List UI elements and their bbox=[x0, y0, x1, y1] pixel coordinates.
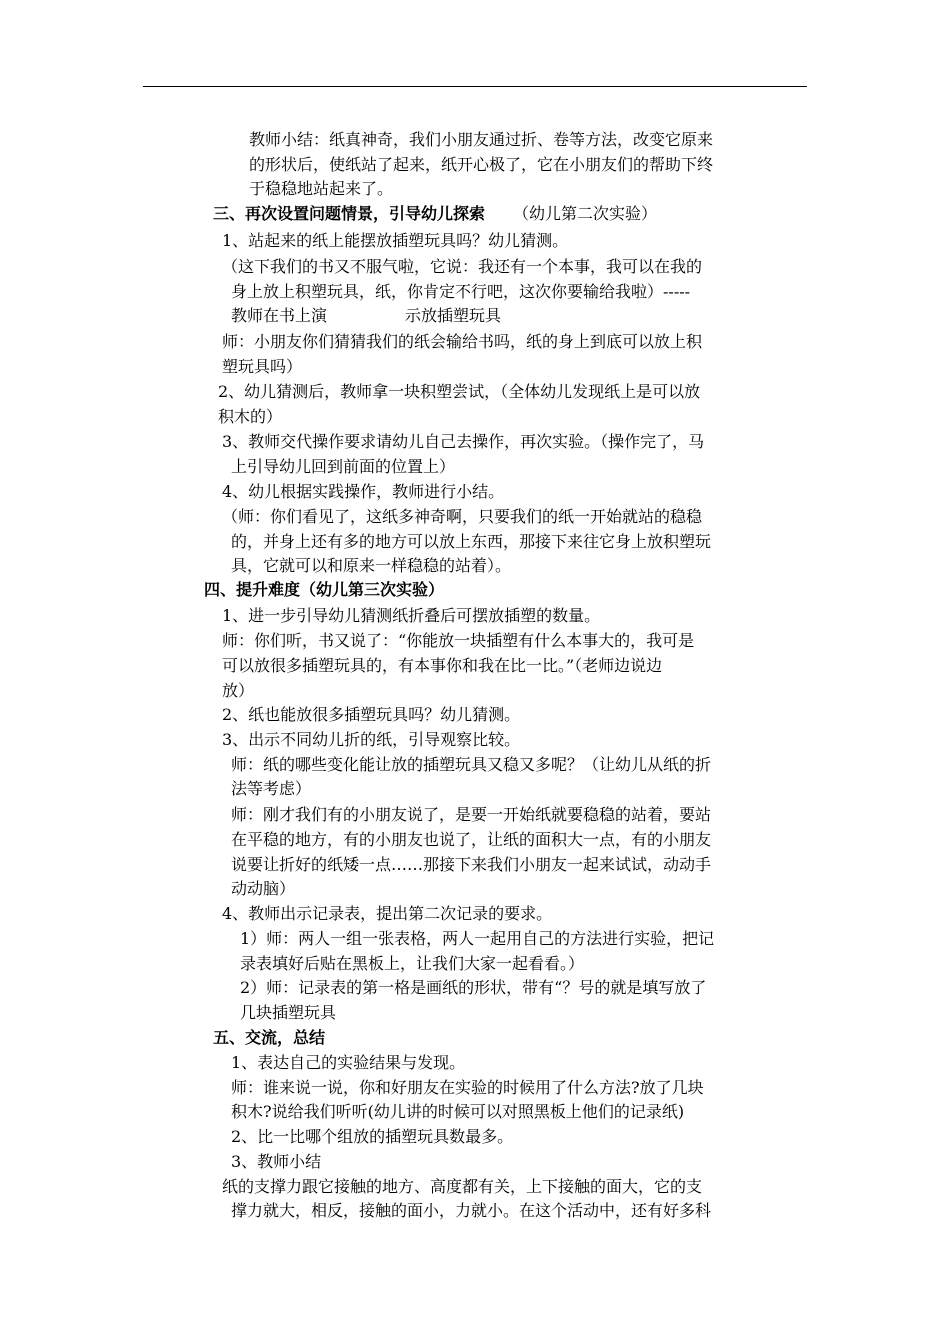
text-line: 可以放很多插塑玩具的，有本事你和我在比一比。”（老师边说边 bbox=[222, 656, 663, 675]
text-line: 师：小朋友你们猜猜我们的纸会输给书吗，纸的身上到底可以放上积 bbox=[222, 332, 703, 351]
text-line: 4、教师出示记录表，提出第二次记录的要求。 bbox=[222, 904, 553, 923]
text-line: 具，它就可以和原来一样稳稳的站着）。 bbox=[231, 556, 512, 575]
section-heading: 五、交流，总结 bbox=[213, 1028, 326, 1047]
text-line: （这下我们的书又不服气啦，它说：我还有一个本事，我可以在我的 bbox=[222, 257, 703, 276]
text-line: 的形状后，使纸站了起来，纸开心极了，它在小朋友们的帮助下终 bbox=[249, 155, 714, 174]
text-line: 的，并身上还有多的地方可以放上东西，那接下来往它身上放积塑玩 bbox=[231, 532, 712, 551]
text-line: 2、幼儿猜测后，教师拿一块积塑尝试，（全体幼儿发现纸上是可以放 bbox=[218, 382, 701, 401]
text-line: 2、比一比哪个组放的插塑玩具数最多。 bbox=[231, 1127, 514, 1146]
text-line: 1）师：两人一组一张表格，两人一起用自己的方法进行实验，把记 bbox=[240, 929, 715, 948]
text-line: 撑力就大，相反，接触的面小，力就小。在这个活动中，还有好多科 bbox=[231, 1201, 712, 1220]
text-line: 上引导幼儿回到前面的位置上） bbox=[231, 457, 456, 476]
text-line: 积木?说给我们听听(幼儿讲的时候可以对照黑板上他们的记录纸) bbox=[231, 1102, 685, 1121]
text-line: 在平稳的地方，有的小朋友也说了，让纸的面积大一点，有的小朋友 bbox=[231, 830, 712, 849]
text-line: 教师小结：纸真神奇，我们小朋友通过折、卷等方法，改变它原来 bbox=[249, 130, 714, 149]
text-line: 纸的支撑力跟它接触的地方、高度都有关，上下接触的面大，它的支 bbox=[222, 1177, 703, 1196]
text-line: 3、出示不同幼儿折的纸，引导观察比较。 bbox=[222, 730, 521, 749]
text-line: 2）师：记录表的第一格是画纸的形状，带有“？号的就是填写放了 bbox=[240, 978, 707, 997]
text-line: 师：刚才我们有的小朋友说了，是要一开始纸就要稳稳的站着，要站 bbox=[231, 805, 712, 824]
text-line: 法等考虑） bbox=[231, 779, 312, 798]
text-line: 录表填好后贴在黑板上，让我们大家一起看看。） bbox=[240, 954, 585, 973]
text-line: 教师在书上演 bbox=[231, 306, 328, 325]
text-line: 3、教师交代操作要求请幼儿自己去操作，再次实验。（操作完了，马 bbox=[222, 432, 705, 451]
text-line: 师：你们听，书又说了：“你能放一块插塑有什么本事大的，我可是 bbox=[222, 631, 695, 650]
text-line: 说要让折好的纸矮一点……那接下来我们小朋友一起来试试，动动手 bbox=[231, 855, 712, 874]
text-line: 2、纸也能放很多插塑玩具吗？幼儿猜测。 bbox=[222, 705, 521, 724]
text-line: （师：你们看见了，这纸多神奇啊，只要我们的纸一开始就站的稳稳 bbox=[222, 507, 703, 526]
text-line: 1、站起来的纸上能摆放插塑玩具吗？幼儿猜测。 bbox=[222, 231, 569, 250]
text-line: 塑玩具吗） bbox=[222, 357, 303, 376]
text-line: （幼儿第二次实验） bbox=[513, 204, 658, 223]
text-line: 动动脑） bbox=[231, 879, 296, 898]
section-heading: 三、再次设置问题情景，引导幼儿探索 bbox=[213, 204, 486, 223]
text-line: 几块插塑玩具 bbox=[240, 1003, 337, 1022]
text-line: 于稳稳地站起来了。 bbox=[249, 179, 394, 198]
text-line: 积木的） bbox=[218, 407, 283, 426]
header-rule bbox=[143, 86, 807, 87]
text-line: 师：谁来说一说，你和好朋友在实验的时候用了什么方法?放了几块 bbox=[231, 1078, 704, 1097]
text-line: 1、进一步引导幼儿猜测纸折叠后可摆放插塑的数量。 bbox=[222, 606, 601, 625]
text-line: 示放插塑玩具 bbox=[405, 306, 502, 325]
text-line: 4、幼儿根据实践操作，教师进行小结。 bbox=[222, 482, 505, 501]
text-line: 3、教师小结 bbox=[231, 1152, 322, 1171]
text-line: 1、表达自己的实验结果与发现。 bbox=[231, 1053, 466, 1072]
text-line: 放） bbox=[222, 681, 255, 700]
text-line: 师：纸的哪些变化能让放的插塑玩具又稳又多呢？（让幼儿从纸的折 bbox=[231, 755, 712, 774]
section-heading: 四、提升难度（幼儿第三次实验） bbox=[204, 580, 445, 599]
text-line: 身上放上积塑玩具，纸，你肯定不行吧，这次你要输给我啦）----- bbox=[231, 282, 691, 301]
